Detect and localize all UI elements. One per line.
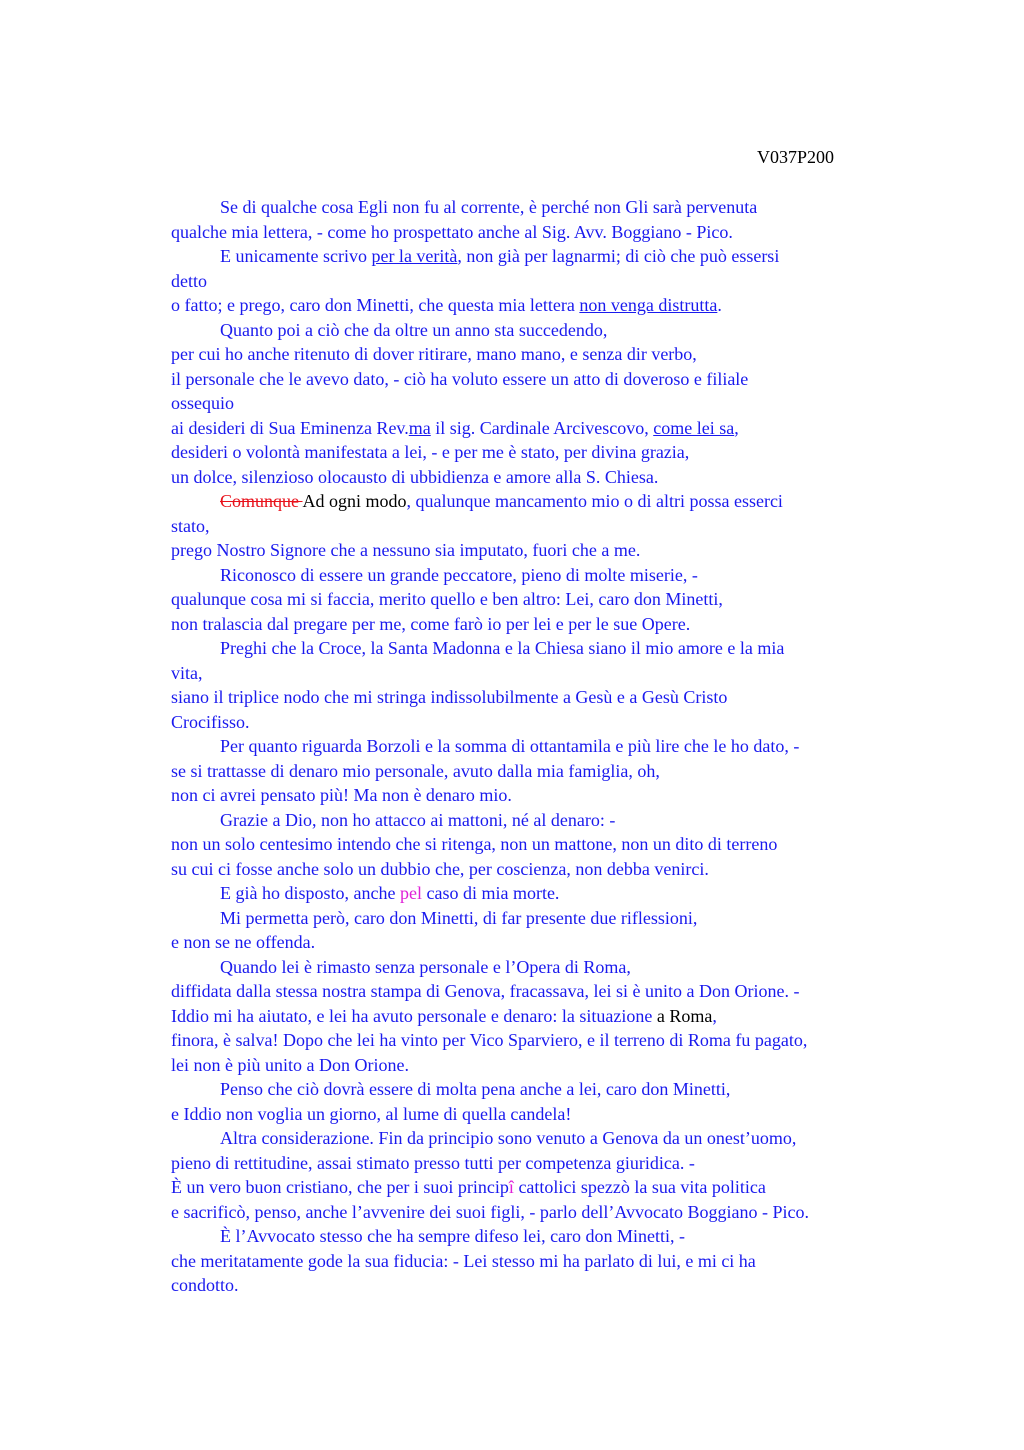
text-segment: E già ho disposto, anche: [220, 883, 400, 903]
text-segment: Quando lei è rimasto senza personale e l’Opera di Roma,: [220, 956, 631, 977]
text-line: [171, 979, 911, 1004]
text-line: [171, 342, 911, 367]
text-line: [171, 1224, 911, 1249]
text-segment: ossequio: [171, 393, 234, 413]
text-line: [171, 636, 911, 661]
underlined-text: non venga distrutta: [579, 295, 718, 315]
letter-body: [171, 195, 911, 1298]
text-line: [171, 538, 911, 563]
text-segment: desideri o volontà manifestata a lei, - e per me è stato, per divina grazia,: [171, 442, 690, 462]
text-line: [171, 1273, 911, 1298]
text-segment: , non già per lagnarmi; di ciò che può essersi: [457, 246, 780, 266]
text-line: [171, 1077, 911, 1102]
text-line: [171, 269, 911, 294]
text-line: [171, 832, 911, 857]
text-line: [171, 710, 911, 735]
highlighted-text: î: [508, 1177, 514, 1197]
text-line: [171, 783, 911, 808]
text-line: [171, 808, 911, 833]
text-line: [171, 1004, 911, 1029]
text-segment: prego Nostro Signore che a nessuno sia imputato, fuori che a me.: [171, 540, 641, 560]
text-segment: Altra considerazione. Fin da principio sono venuto a Genova da un onest’uomo,: [220, 1128, 797, 1148]
text-segment: ai desideri di Sua Eminenza Rev.: [171, 417, 409, 438]
text-line: [171, 955, 911, 980]
highlighted-text: pel: [399, 883, 422, 903]
text-segment: stato,: [171, 515, 210, 536]
text-line: [171, 1053, 911, 1078]
text-line: [171, 416, 911, 441]
text-segment: e non se ne offenda.: [171, 932, 316, 952]
text-segment: non un solo centesimo intendo che si ritenga, non un mattone, non un dito di terreno: [171, 834, 778, 854]
text-segment: Iddio mi ha aiutato, e lei ha avuto personale e denaro: la situazione: [171, 1005, 657, 1026]
text-line: [171, 440, 911, 465]
text-line: [171, 661, 911, 686]
text-segment: il sig. Cardinale Arcivescovo,: [430, 417, 654, 438]
text-line: [171, 1249, 911, 1274]
text-segment: siano il triplice nodo che mi stringa indissolubilmente a Gesù e a Gesù Cristo: [171, 687, 728, 707]
text-segment: su cui ci fosse anche solo un dubbio che, per coscienza, non debba venirci.: [171, 858, 709, 879]
text-segment: E unicamente scrivo: [220, 246, 372, 266]
underlined-text: ma: [408, 417, 431, 438]
text-segment: caso di mia morte.: [421, 883, 560, 903]
text-segment: Per quanto riguarda Borzoli e la somma di ottantamila e più lire che le ho dato, -: [220, 736, 800, 756]
text-segment: se si trattasse di denaro mio personale, avuto dalla mia famiglia, oh,: [171, 760, 660, 781]
text-segment: per cui ho anche ritenuto di dover ritirare, mano mano, e senza dir verbo,: [171, 344, 697, 364]
text-segment: , qualunque mancamento mio o di altri possa esserci: [406, 491, 783, 511]
text-line: [171, 195, 911, 220]
text-segment: ,: [712, 1005, 717, 1026]
text-line: [171, 930, 911, 955]
inserted-text: Ad ogni modo: [302, 491, 407, 511]
underlined-text: per la verità: [371, 246, 458, 266]
text-segment: Penso che ciò dovrà essere di molta pena anche a lei, caro don Minetti,: [220, 1079, 731, 1099]
text-segment: pieno di rettitudine, assai stimato presso tutti per competenza giuridica. -: [171, 1152, 695, 1173]
text-line: [171, 465, 911, 490]
text-segment: detto: [171, 270, 207, 291]
text-segment: È l’Avvocato stesso che ha sempre difeso lei, caro don Minetti, -: [220, 1226, 686, 1246]
text-segment: Riconosco di essere un grande peccatore, pieno di molte miserie, -: [220, 564, 698, 585]
text-segment: ,: [734, 417, 739, 438]
text-line: [171, 759, 911, 784]
text-segment: Crocifisso.: [171, 711, 250, 732]
text-segment: condotto.: [171, 1275, 239, 1295]
text-segment: Se di qualche cosa Egli non fu al corrente, è perché non Gli sarà pervenuta: [220, 197, 758, 217]
text-segment: che meritatamente gode la sua fiducia: - Lei stesso mi ha parlato di lui, e mi ci ha: [171, 1250, 756, 1271]
text-segment: Mi permetta però, caro don Minetti, di far presente due riflessioni,: [220, 907, 698, 928]
text-segment: qualunque cosa mi si faccia, merito quello e ben altro: Lei, caro don Minetti,: [171, 589, 723, 609]
text-segment: Preghi che la Croce, la Santa Madonna e la Chiesa siano il mio amore e la mia: [220, 638, 785, 658]
text-segment: Quanto poi a ciò che da oltre un anno sta succedendo,: [220, 319, 608, 340]
inserted-text: a Roma: [656, 1005, 713, 1026]
text-line: [171, 1126, 911, 1151]
text-line: [171, 220, 911, 245]
text-line: [171, 318, 911, 343]
text-line: [171, 293, 911, 318]
text-line: [171, 587, 911, 612]
text-line: [171, 857, 911, 882]
text-line: [171, 1175, 911, 1200]
text-segment: un dolce, silenzioso olocausto di ubbidienza e amore alla S. Chiesa.: [171, 466, 659, 487]
text-segment: il personale che le avevo dato, - ciò ha voluto essere un atto di doveroso e filiale: [171, 368, 749, 389]
text-segment: non ci avrei pensato più! Ma non è denaro mio.: [171, 785, 512, 805]
page-id: V037P200: [757, 147, 835, 167]
text-line: [171, 685, 911, 710]
deleted-text: Comunque: [220, 491, 303, 511]
text-line: [171, 563, 911, 588]
text-segment: .: [717, 295, 722, 315]
text-line: [171, 1028, 911, 1053]
text-line: [171, 367, 911, 392]
text-segment: e sacrificò, penso, anche l’avvenire dei suoi figli, - parlo dell’Avvocato Boggiano - Pico.: [171, 1201, 809, 1222]
text-segment: non tralascia dal pregare per me, come farò io per lei e per le sue Opere.: [171, 613, 691, 634]
text-line: [171, 391, 911, 416]
text-segment: e Iddio non voglia un giorno, al lume di quella candela!: [171, 1103, 572, 1124]
text-line: [171, 612, 911, 637]
text-segment: cattolici spezzò la sua vita politica: [513, 1177, 766, 1197]
text-line: [171, 734, 911, 759]
text-line: [171, 1102, 911, 1127]
text-segment: qualche mia lettera, - come ho prospettato anche al Sig. Avv. Boggiano - Pico.: [171, 221, 733, 242]
text-line: [171, 1151, 911, 1176]
text-line: [171, 1200, 911, 1225]
text-segment: È un vero buon cristiano, che per i suoi princip: [171, 1177, 509, 1197]
text-segment: finora, è salva! Dopo che lei ha vinto per Vico Sparviero, e il terreno di Roma fu pagato,: [171, 1030, 808, 1050]
text-line: [171, 489, 911, 514]
text-line: [171, 514, 911, 539]
text-segment: diffidata dalla stessa nostra stampa di Genova, fracassava, lei si è unito a Don Orione. -: [171, 981, 800, 1001]
text-line: [171, 906, 911, 931]
text-segment: o fatto; e prego, caro don Minetti, che questa mia lettera: [171, 295, 580, 315]
text-segment: Grazie a Dio, non ho attacco ai mattoni, né al denaro: -: [220, 809, 616, 830]
text-segment: lei non è più unito a Don Orione.: [171, 1054, 409, 1075]
text-line: [171, 244, 911, 269]
underlined-text: come lei sa: [653, 417, 735, 438]
text-line: [171, 881, 911, 906]
text-segment: vita,: [171, 662, 203, 683]
